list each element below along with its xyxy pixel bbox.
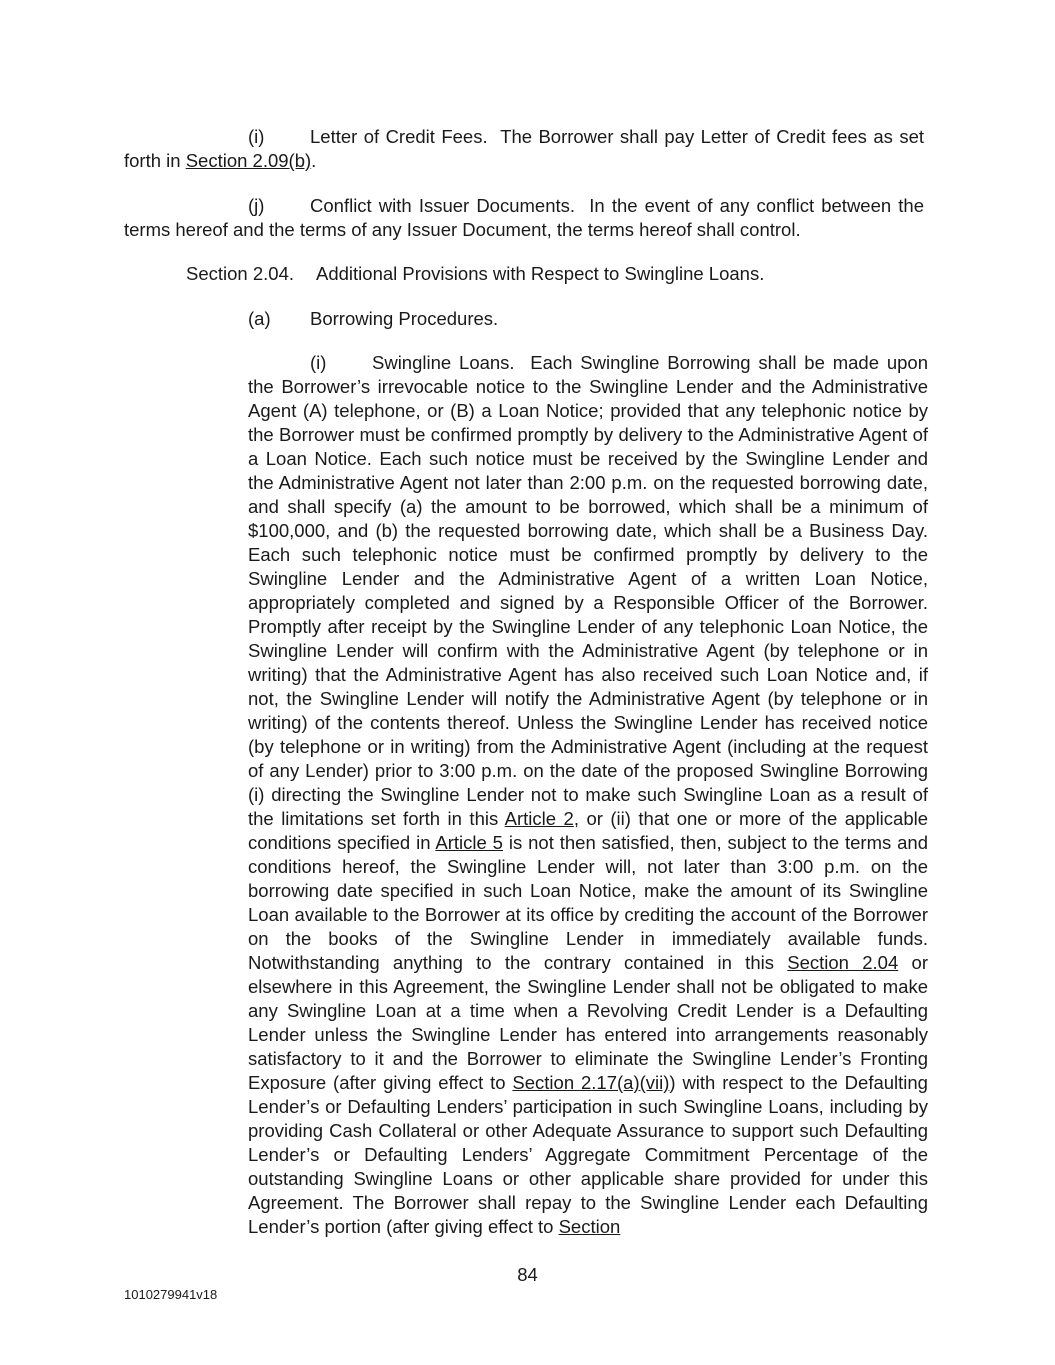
paragraph-j: (j) Conflict with Issuer Documents. In the event of any conflict between the terms hereof and the terms of any Issuer Document, the terms hereof shall control. [124,195,925,240]
section-reference-link[interactable]: Section 2.09(b) [185,150,312,171]
paragraph-i: (i) Letter of Credit Fees. The Borrower shall pay Letter of Credit fees as set forth in Section 2.09(b). [124,126,924,171]
paragraph-heading: Letter of Credit Fees. [310,126,488,147]
article-reference-link[interactable]: Article 2 [504,808,574,829]
subsection-a [248,307,924,331]
subsection-number: (i) [310,352,327,373]
subsection-i-body: (i) Swingline Loans. Each Swingline Borrowing shall be made upon the Borrower’s irrevocable notice to the Swingline Lender and the Administrative Agent (A) telephone, or (B) a Loan Notice; provided that any telephonic notice by the Borrower must be confirmed promptly by delivery to the Administrative Agent of a Loan Notice. Each such notice must be received by the Swingline Lender and the Administrative Agent not later than 2:00 p.m. on the requested borrowing date, and shall specify (a) the amount to be borrowed, which shall be a minimum of $100,000, and (b) the requested borrowing date, which shall be a Business Day. Each such telephonic notice must be confirmed promptly by delivery to the Swingline Lender and the Administrative Agent of a written Loan Notice, appropriately completed and signed by a Responsible Officer of the Borrower. Promptly after receipt by the Swingline Lender of any telephonic Loan Notice, the Swingline Lender will confirm with the Administrative Agent (by telephone or in writing) that the Administrative Agent has also received such Loan Notice and, if not, the Swingline Lender will notify the Administrative Agent (by telephone or in writing) of the contents thereof. Unless the Swingline Lender has received notice (by telephone or in writing) from the Administrative Agent (including at the request of any Lender) prior to 3:00 p.m. on the date of the proposed Swingline Borrowing (i) directing the Swingline Lender not to make such Swingline Loan as a result of the limitations set forth in this Article 2, or (ii) that one or more of the applicable conditions specified in Article 5 is not then satisfied, then, subject to the terms and conditions hereof, the Swingline Lender will, not later than 3:00 p.m. on the borrowing date specified in such Loan Notice, make the amount of its Swingline Loan available to the Borrower at its office by crediting the account of the Borrower on the books of the Swingline Lender in immediately available funds. Notwithstanding anything to the contrary contained in this Section 2.04 or elsewhere in this Agreement, the Swingline Lender shall not be obligated to make any Swingline Loan at a time when a Revolving Credit Lender is a Defaulting Lender unless the Swingline Lender has entered into arrangements reasonably satisfactory to it and the Borrower to eliminate the Swingline Lender’s Fronting Exposure (after giving effect to Section 2.17(a)(vii)) with respect to the Defaulting Lender’s or Defaulting Lenders’ participation in such Swingline Loans, including by providing Cash Collateral or other Adequate Assurance to support such Defaulting Lender’s or Defaulting Lenders’ Aggregate Commitment Percentage of the outstanding Swingline Loans or other applicable share provided for under this Agreement. The Borrower shall repay to the Swingline Lender each Defaulting Lender’s portion (after giving effect to Section [248,352,929,1237]
section-number: Section 2.04. [186,263,294,284]
section-reference-link[interactable]: Section [558,1216,621,1237]
section-reference-link[interactable]: Section 2.17(a)(vii) [512,1072,670,1093]
paragraph-heading: Conflict with Issuer Documents. [310,195,576,216]
section-reference-link[interactable]: Section 2.04 [787,952,899,973]
section-title: Additional Provisions with Respect to Swingline Loans. [316,263,765,284]
section-heading [186,262,926,286]
subsection-heading: Swingline Loans. [372,352,515,373]
paragraph-number: (j) [248,195,265,216]
page-number: 84 [517,1264,538,1285]
article-reference-link[interactable]: Article 5 [435,832,503,853]
subsection-number: (a) [248,308,271,329]
paragraph-number: (i) [248,126,265,147]
document-id: 1010279941v18 [124,1287,218,1302]
subsection-heading: Borrowing Procedures. [310,308,499,329]
